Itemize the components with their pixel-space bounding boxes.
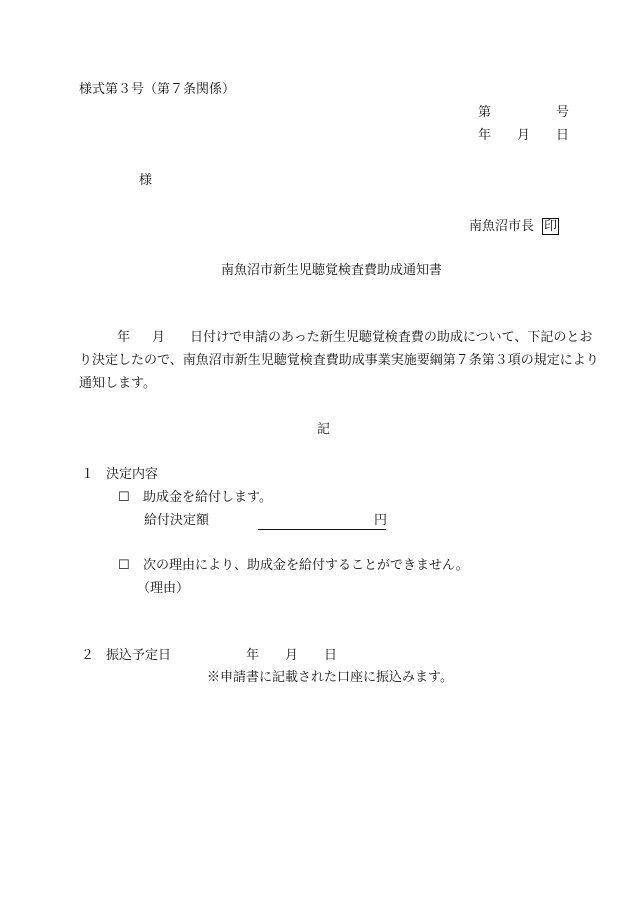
option1-checkbox[interactable]: ☐	[118, 490, 130, 505]
ki-heading: 記	[317, 422, 331, 437]
body-date-month: 月	[152, 330, 166, 345]
section1-heading: 決定内容	[106, 467, 159, 482]
body-text-line2: り決定したので、南魚沼市新生児聴覚検査費助成事業実施要綱第７条第３項の規定により	[79, 353, 599, 368]
amount-label: 給付決定額	[144, 513, 210, 528]
date-day: 日	[556, 128, 570, 143]
document-title: 南魚沼市新生児聴覚検査費助成通知書	[221, 263, 443, 278]
body-text-line3: 通知します。	[79, 376, 156, 391]
option1-label: 助成金を給付します。	[143, 490, 272, 505]
body-text-line1: 日付けで申請のあった新生児聴覚検査費の助成について、下記のとお	[190, 330, 593, 345]
transfer-month: 月	[285, 648, 299, 663]
doc-number-suffix: 号	[556, 105, 570, 120]
issuer-name: 南魚沼市長	[469, 219, 535, 234]
addressee-honorific: 様	[139, 173, 153, 188]
amount-underline	[258, 529, 386, 530]
option2-checkbox[interactable]: ☐	[118, 558, 130, 573]
transfer-note: ※申請書に記載された口座に振込みます。	[207, 670, 453, 685]
option2-label: 次の理由により、助成金を給付することができません。	[143, 558, 469, 573]
section2-heading: 振込予定日	[106, 648, 172, 663]
section2-number: ２	[81, 648, 95, 663]
date-month: 月	[517, 128, 531, 143]
amount-unit: 円	[374, 513, 388, 528]
transfer-day: 日	[324, 648, 338, 663]
body-date-year: 年	[117, 330, 131, 345]
doc-number-prefix: 第	[478, 105, 492, 120]
seal-mark: 印	[544, 219, 558, 234]
section1-number: １	[81, 467, 95, 482]
form-number: 様式第３号（第７条関係）	[79, 82, 236, 97]
date-year: 年	[478, 128, 492, 143]
transfer-year: 年	[246, 648, 260, 663]
reason-label: （理由）	[137, 581, 190, 596]
issuer	[469, 218, 559, 235]
